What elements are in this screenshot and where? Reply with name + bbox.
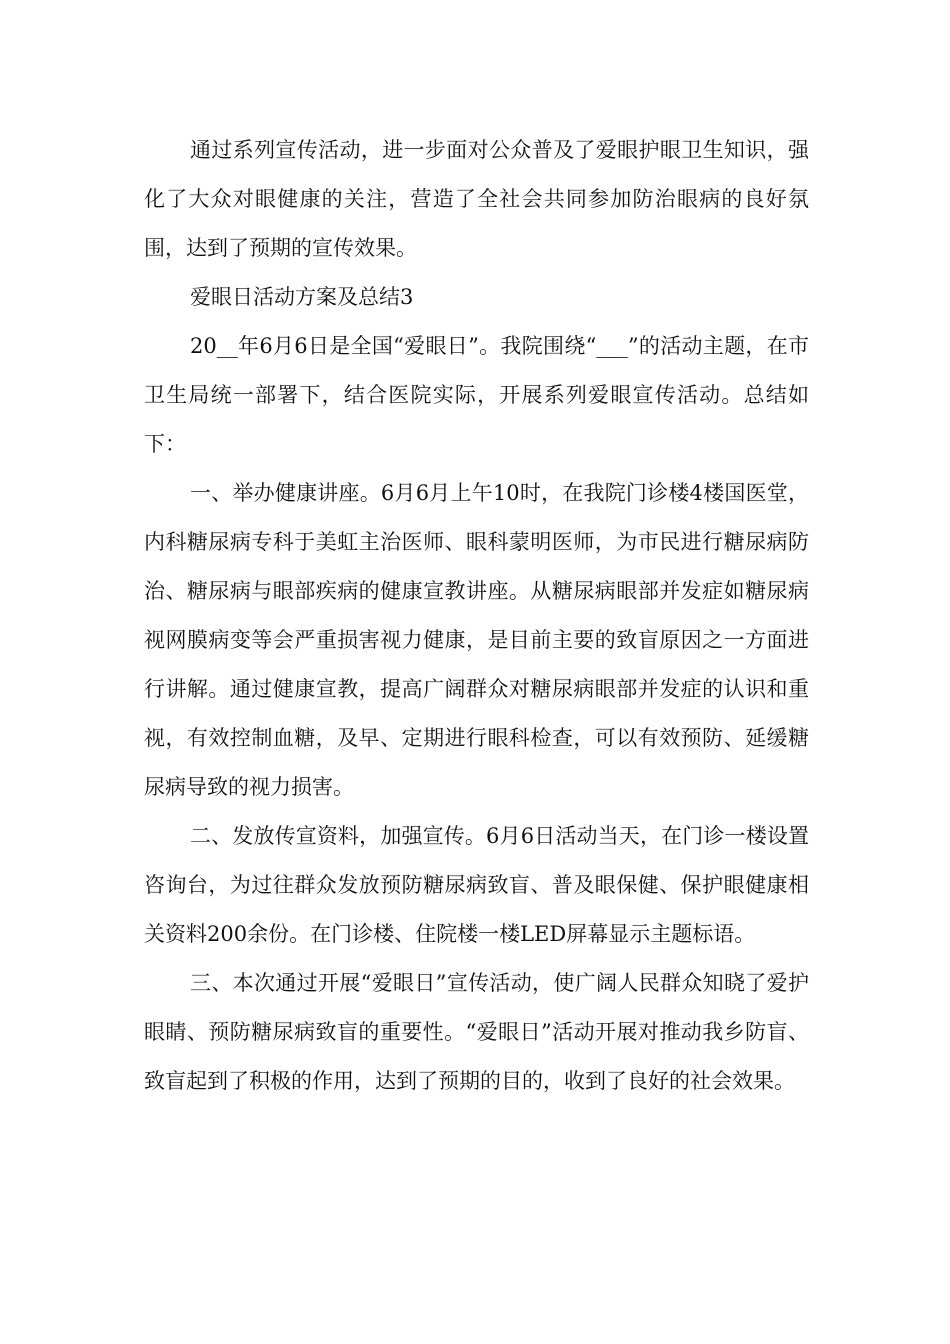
section-heading: 爱眼日活动方案及总结3 bbox=[190, 285, 414, 309]
paragraph-item-two: 二、发放传宣资料，加强宣传。6月6日活动当天，在门诊一楼设置咨询台，为过往群众发放预防糖尿病致盲、普及眼保健、保护眼健康相关资料200余份。在门诊楼、住院楼一楼LED屏幕显示主题标语。 bbox=[144, 824, 809, 946]
paragraph-item-one: 一、举办健康讲座。6月6月上午10时，在我院门诊楼4楼国医堂，内科糖尿病专科于美虹主治医师、眼科蒙明医师，为市民进行糖尿病防治、糖尿病与眼部疾病的健康宣教讲座。从糖尿病眼部并发症如糖尿病视网膜病变等会严重损害视力健康，是目前主要的致盲原因之一方面进行讲解。通过健康宣教，提高广阔群众对糖尿病眼部并发症的认识和重视，有效控制血糖，及早、定期进行眼科检查，可以有效预防、延缓糖尿病导致的视力损害。 bbox=[144, 481, 809, 799]
paragraph-intro-summary: 通过系列宣传活动，进一步面对公众普及了爱眼护眼卫生知识，强化了大众对眼健康的关注，营造了全社会共同参加防治眼病的良好氛围，达到了预期的宣传效果。 bbox=[144, 138, 809, 260]
paragraph-item-three: 三、本次通过开展“爱眼日”宣传活动，使广阔人民群众知晓了爱护眼睛、预防糖尿病致盲的重要性。“爱眼日”活动开展对推动我乡防盲、致盲起到了积极的作用，达到了预期的目的，收到了良好的社会效果。 bbox=[144, 971, 809, 1093]
paragraph-theme: 20__年6月6日是全国“爱眼日”。我院围绕“___”的活动主题，在市卫生局统一部署下，结合医院实际，开展系列爱眼宣传活动。总结如下： bbox=[144, 334, 809, 456]
document-body bbox=[144, 126, 809, 1106]
